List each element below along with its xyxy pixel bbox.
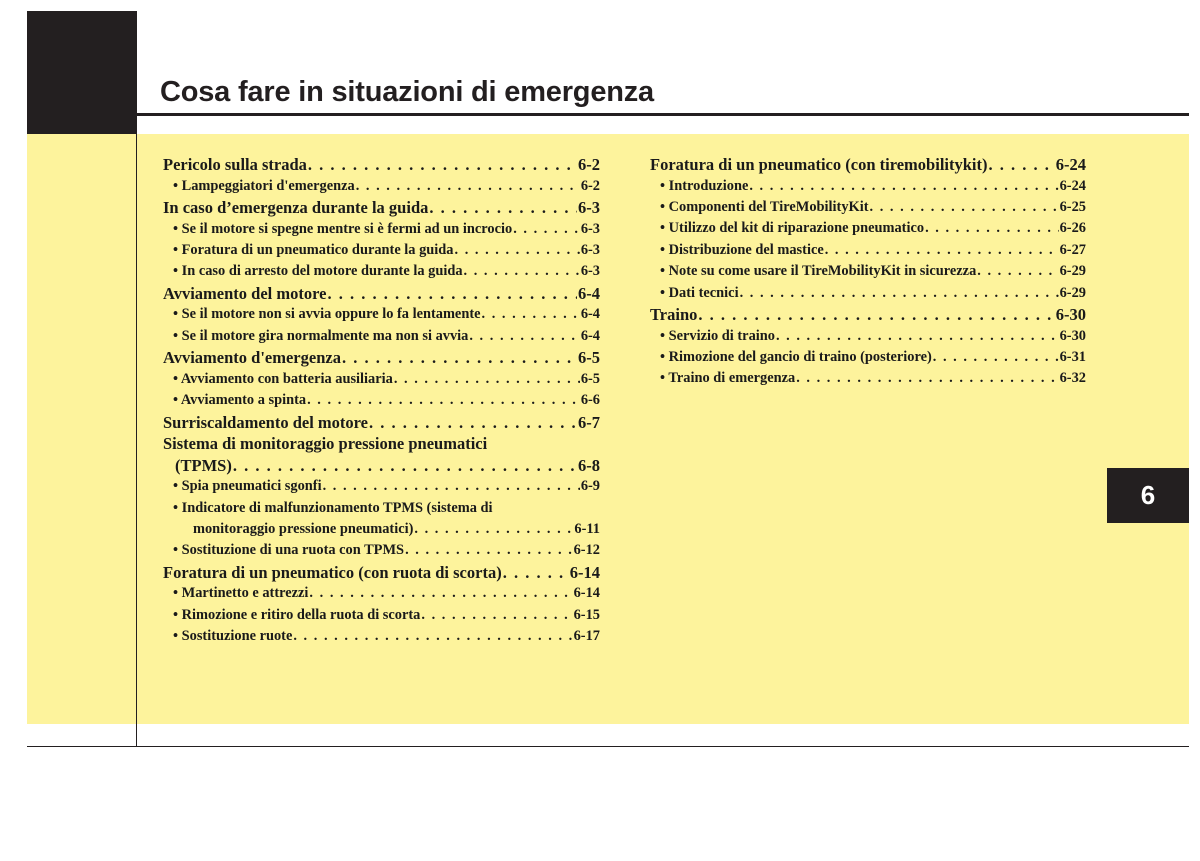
toc-entry-label: • Sostituzione ruote bbox=[173, 628, 293, 645]
toc-page-number: 6-24 bbox=[1059, 177, 1086, 194]
toc-dot-leader bbox=[233, 455, 577, 477]
toc-page-number: 6-14 bbox=[573, 585, 600, 602]
toc-section-entry[interactable] bbox=[163, 412, 600, 434]
toc-dot-leader bbox=[988, 154, 1054, 176]
toc-page-number: 6-30 bbox=[1059, 327, 1086, 344]
toc-entry-label: • Se il motore non si avvia oppure lo fa lentamente bbox=[173, 306, 481, 323]
toc-page-number: 6-2 bbox=[580, 177, 600, 194]
toc-section-entry[interactable] bbox=[650, 304, 1086, 326]
toc-entry-label: • Servizio di traino bbox=[660, 327, 775, 344]
toc-entry-label: Avviamento d'emergenza bbox=[163, 348, 341, 368]
toc-page-number: 6-24 bbox=[1055, 155, 1086, 174]
toc-page-number: 6-17 bbox=[573, 628, 600, 645]
page-title: Cosa fare in situazioni di emergenza bbox=[160, 76, 654, 108]
toc-dot-leader bbox=[414, 519, 573, 540]
toc-entry-label: Pericolo sulla strada bbox=[163, 155, 307, 174]
toc-page-number: 6-5 bbox=[578, 348, 600, 368]
toc-entry-label: • Se il motore gira normalmente ma non si avvia bbox=[173, 327, 469, 344]
toc-page-number: 6-4 bbox=[580, 306, 600, 323]
toc-subsection-entry[interactable] bbox=[650, 197, 1086, 218]
toc-subsection-entry[interactable] bbox=[163, 540, 600, 561]
toc-dot-leader bbox=[933, 347, 1059, 368]
toc-entry-label: • Indicatore di malfunzionamento TPMS (sistema di bbox=[173, 499, 493, 516]
toc-entry-label: Foratura di un pneumatico (con tiremobilitykit) bbox=[650, 155, 988, 174]
toc-page-number: 6-25 bbox=[1059, 198, 1086, 215]
toc-entry-label: • Dati tecnici bbox=[660, 284, 739, 301]
toc-entry-label: • Introduzione bbox=[660, 177, 749, 194]
title-underline bbox=[137, 113, 1189, 116]
toc-entry-label: monitoraggio pressione pneumatici) bbox=[193, 521, 414, 538]
toc-dot-leader bbox=[455, 240, 580, 261]
toc-subsection-entry[interactable] bbox=[650, 240, 1086, 261]
chapter-tab: 6 bbox=[1107, 468, 1189, 523]
toc-subsection-entry[interactable] bbox=[650, 283, 1086, 304]
toc-page-number: 6-9 bbox=[580, 478, 600, 495]
toc-page-number: 6-15 bbox=[573, 606, 600, 623]
toc-page-number: 6-4 bbox=[580, 327, 600, 344]
toc-right-column bbox=[650, 154, 1086, 390]
toc-dot-leader bbox=[776, 326, 1059, 347]
toc-dot-leader bbox=[698, 304, 1054, 326]
toc-dot-leader bbox=[825, 240, 1059, 261]
toc-subsection-entry[interactable] bbox=[163, 326, 600, 347]
toc-entry-label: Surriscaldamento del motore bbox=[163, 412, 369, 432]
toc-entry-label: • Se il motore si spegne mentre si è fermi ad un incrocio bbox=[173, 220, 513, 237]
toc-dot-leader bbox=[469, 326, 579, 347]
toc-page-number: 6-3 bbox=[580, 263, 600, 280]
toc-page-number: 6-32 bbox=[1059, 370, 1086, 387]
toc-dot-leader bbox=[513, 219, 580, 240]
header-black-block bbox=[27, 11, 137, 135]
toc-page-number: 6-3 bbox=[580, 241, 600, 258]
toc-entry-label: • Componenti del TireMobilityKit bbox=[660, 198, 869, 215]
toc-section-entry[interactable] bbox=[650, 154, 1086, 176]
toc-entry-label: • Rimozione del gancio di traino (posteriore) bbox=[660, 348, 932, 365]
toc-dot-leader bbox=[323, 476, 580, 497]
toc-subsection-entry[interactable] bbox=[163, 304, 600, 325]
footer-rule bbox=[27, 746, 1189, 747]
toc-subsection-entry[interactable] bbox=[163, 519, 600, 540]
toc-entry-label: Foratura di un pneumatico (con ruota di scorta) bbox=[163, 562, 502, 582]
toc-dot-leader bbox=[309, 583, 572, 604]
toc-entry-label: • Rimozione e ritiro della ruota di scorta bbox=[173, 606, 421, 623]
toc-page-number: 6-6 bbox=[580, 392, 600, 409]
toc-subsection-entry[interactable] bbox=[163, 583, 600, 604]
toc-entry-label: • Avviamento a spinta bbox=[173, 392, 307, 409]
toc-entry-label: In caso d’emergenza durante la guida bbox=[163, 197, 429, 217]
toc-page-number: 6-8 bbox=[578, 455, 600, 475]
toc-subsection-entry[interactable] bbox=[650, 218, 1086, 239]
toc-dot-leader bbox=[796, 368, 1058, 389]
toc-page-number: 6-4 bbox=[578, 283, 600, 303]
toc-entry-label: • In caso di arresto del motore durante la guida bbox=[173, 263, 463, 280]
toc-page-number: 6-3 bbox=[578, 197, 600, 217]
toc-page-number: 6-29 bbox=[1059, 263, 1086, 280]
toc-entry-label: Traino bbox=[650, 304, 698, 324]
toc-page-number: 6-2 bbox=[578, 155, 600, 174]
toc-page-number: 6-31 bbox=[1059, 348, 1086, 365]
toc-dot-leader bbox=[740, 283, 1059, 304]
toc-dot-leader bbox=[464, 261, 580, 282]
toc-entry-label: Avviamento del motore bbox=[163, 283, 327, 303]
toc-dot-leader bbox=[749, 176, 1058, 197]
toc-dot-leader bbox=[369, 412, 577, 434]
toc-dot-leader bbox=[356, 176, 580, 197]
toc-dot-leader bbox=[925, 218, 1059, 239]
toc-dot-leader bbox=[293, 626, 572, 647]
toc-section-entry[interactable] bbox=[163, 283, 600, 305]
toc-dot-leader bbox=[394, 369, 580, 390]
toc-entry-label: • Martinetto e attrezzi bbox=[173, 585, 309, 602]
toc-dot-leader bbox=[307, 390, 580, 411]
toc-page-number: 6-26 bbox=[1059, 220, 1086, 237]
toc-dot-leader bbox=[308, 154, 577, 176]
margin-vertical-rule bbox=[136, 11, 137, 747]
toc-section-entry[interactable] bbox=[163, 455, 600, 477]
toc-dot-leader bbox=[405, 540, 573, 561]
toc-dot-leader bbox=[327, 283, 577, 305]
toc-entry-label: • Foratura di un pneumatico durante la guida bbox=[173, 241, 454, 258]
toc-dot-leader bbox=[870, 197, 1059, 218]
toc-entry-label: • Utilizzo del kit di riparazione pneumatico bbox=[660, 220, 925, 237]
toc-entry-label: • Sostituzione di una ruota con TPMS bbox=[173, 542, 405, 559]
toc-entry-label: Sistema di monitoraggio pressione pneumatici bbox=[163, 434, 488, 454]
toc-entry-label: • Distribuzione del mastice bbox=[660, 241, 824, 258]
toc-entry-label: • Lampeggiatori d'emergenza bbox=[173, 177, 355, 194]
toc-page-number: 6-12 bbox=[573, 542, 600, 559]
toc-dot-leader bbox=[503, 562, 569, 584]
toc-subsection-entry[interactable] bbox=[163, 390, 600, 411]
toc-subsection-entry[interactable] bbox=[163, 261, 600, 282]
toc-section-entry[interactable] bbox=[163, 433, 600, 455]
toc-subsection-entry[interactable] bbox=[650, 347, 1086, 368]
toc-dot-leader bbox=[342, 347, 577, 369]
toc-subsection-entry[interactable] bbox=[163, 369, 600, 390]
toc-subsection-entry[interactable] bbox=[650, 261, 1086, 282]
toc-subsection-entry[interactable] bbox=[163, 626, 600, 647]
toc-page-number: 6-7 bbox=[578, 412, 600, 432]
toc-entry-label: • Traino di emergenza bbox=[660, 370, 796, 387]
toc-page-number: 6-5 bbox=[580, 370, 600, 387]
toc-section-entry[interactable] bbox=[163, 562, 600, 584]
toc-subsection-entry[interactable] bbox=[650, 326, 1086, 347]
toc-subsection-entry[interactable] bbox=[163, 476, 600, 497]
toc-subsection-entry[interactable] bbox=[163, 498, 600, 519]
toc-dot-leader bbox=[977, 261, 1058, 282]
toc-page-number: 6-14 bbox=[569, 562, 600, 582]
toc-page-number: 6-30 bbox=[1055, 304, 1086, 324]
toc-dot-leader bbox=[429, 197, 577, 219]
toc-subsection-entry[interactable] bbox=[163, 605, 600, 626]
toc-entry-label: • Spia pneumatici sgonfi bbox=[173, 478, 322, 495]
toc-subsection-entry[interactable] bbox=[163, 240, 600, 261]
toc-section-entry[interactable] bbox=[163, 154, 600, 176]
toc-subsection-entry[interactable] bbox=[650, 176, 1086, 197]
toc-subsection-entry[interactable] bbox=[650, 368, 1086, 389]
toc-page-number: 6-29 bbox=[1059, 284, 1086, 301]
toc-section-entry[interactable] bbox=[163, 347, 600, 369]
toc-section-entry[interactable] bbox=[163, 197, 600, 219]
toc-entry-label: • Avviamento con batteria ausiliaria bbox=[173, 370, 393, 387]
toc-entry-label: • Note su come usare il TireMobilityKit in sicurezza bbox=[660, 263, 977, 280]
toc-page-number: 6-11 bbox=[574, 521, 600, 538]
toc-dot-leader bbox=[421, 605, 572, 626]
toc-subsection-entry[interactable] bbox=[163, 219, 600, 240]
toc-left-column bbox=[163, 154, 600, 648]
toc-page-number: 6-27 bbox=[1059, 241, 1086, 258]
toc-dot-leader bbox=[482, 304, 580, 325]
toc-subsection-entry[interactable] bbox=[163, 176, 600, 197]
toc-entry-label: (TPMS) bbox=[175, 455, 232, 475]
toc-page-number: 6-3 bbox=[580, 220, 600, 237]
